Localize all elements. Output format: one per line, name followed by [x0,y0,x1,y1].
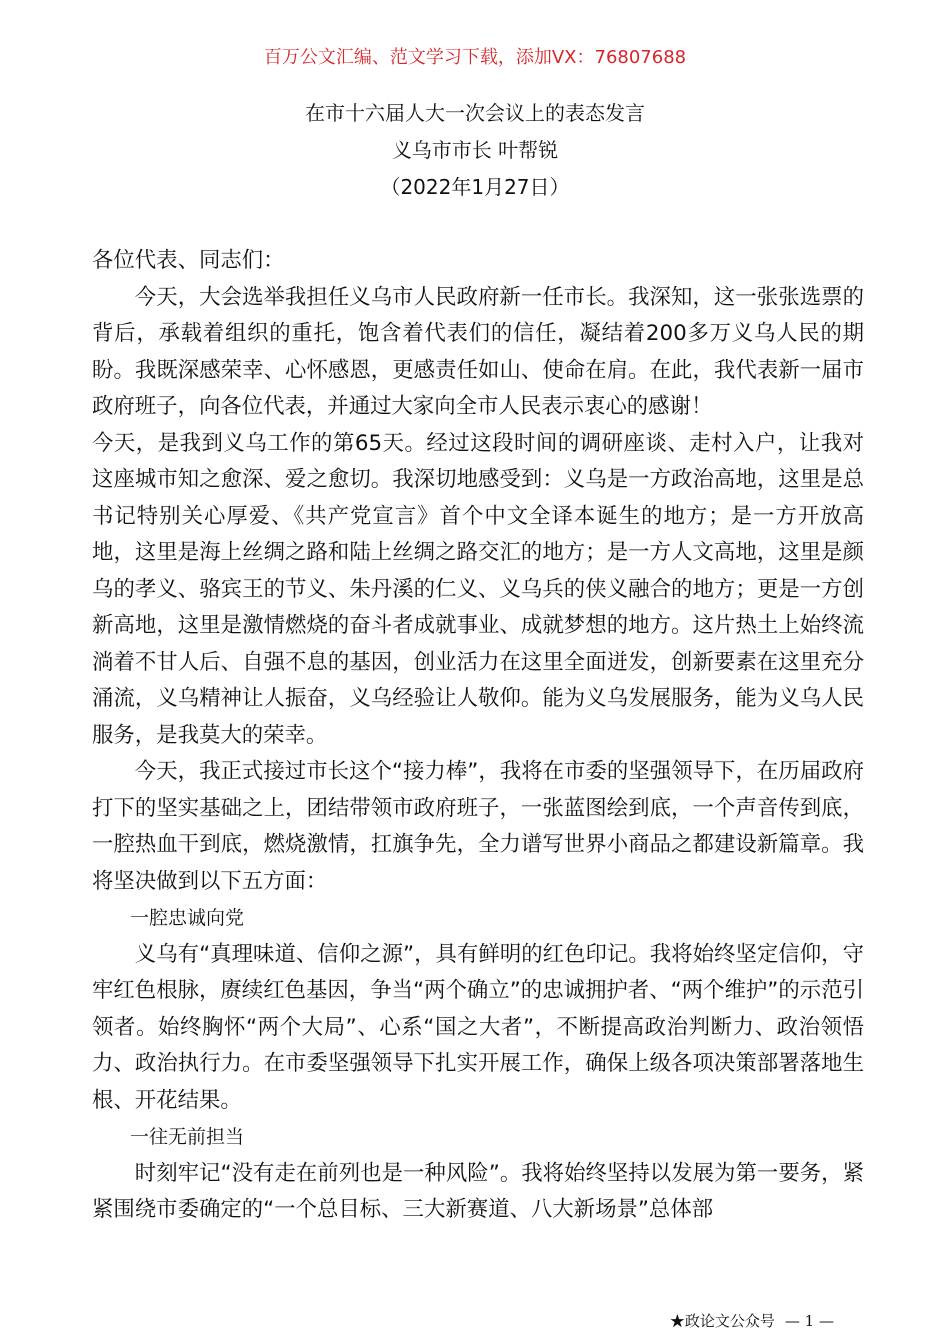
paragraph-3: 今天，我正式接过市长这个“接力棒”，我将在市委的坚强领导下，在历届政府打下的坚实基础之上，团结带领市政府班子，一张蓝图绘到底，一个声音传到底，一腔热血干到底，燃烧激情，扛旗争先，全力谱写世界小商品之都建设新篇章。我将坚决做到以下五方面： [92,759,864,894]
paragraph-5: 时刻牢记“没有走在前列也是一种风险”。我将始终坚持以发展为第一要务，紧紧围绕市委确定的“一个总目标、三大新赛道、八大新场景”总体部 [92,1160,864,1222]
section-heading-2: 一往无前担当 [130,1126,245,1148]
section-heading-1: 一腔忠诚向党 [130,907,245,929]
page-footer [670,1310,834,1332]
paragraph-1: 今天，大会选举我担任义乌市人民政府新一任市长。我深知，这一张张选票的背后，承载着组织的重托，饱含着代表们的信任，凝结着200多万义乌人民的期盼。我既深感荣幸、心怀感恩，更感责任如山、使命在肩。在此，我代表新一届市政府班子，向各位代表，并通过大家向全市人民表示衷心的感谢！ [92,284,864,419]
document-body [92,243,864,1229]
salutation: 各位代表、同志们： [92,248,285,273]
speaker-name: 义乌市市长 叶帮锐 [391,138,559,162]
paragraph-2: 今天，是我到义乌工作的第65天。经过这段时间的调研座谈、走村入户，让我对这座城市知之愈深、爱之愈切。我深切地感受到：义乌是一方政治高地，这里是总书记特别关心厚爱、《共产党宣言》首个中文全译本诞生的地方；是一方开放高地，这里是海上丝绸之路和陆上丝绸之路交汇的地方；是一方人文高地，这里是颜乌的孝义、骆宾王的节义、朱丹溪的仁义、义乌兵的侠义融合的地方；更是一方创新高地，这里是激情燃烧的奋斗者成就事业、成就梦想的地方。这片热土上始终流淌着不甘人后、自强不息的基因，创业活力在这里全面迸发，创新要素在这里充分涌流，义乌精神让人振奋，义乌经验让人敬仰。能为义乌发展服务，能为义乌人民服务，是我莫大的荣幸。 [92,430,864,748]
watermark-banner: 百万公文汇编、范文学习下载，添加VX：76807688 [263,47,687,68]
document-title: 在市十六届人大一次会议上的表态发言 [305,101,645,125]
speech-date: （2022年1月27日） [380,175,570,199]
page-number: — 1 — [784,1312,834,1330]
paragraph-4: 义乌有“真理味道、信仰之源”，具有鲜明的红色印记。我将始终坚定信仰，守牢红色根脉，赓续红色基因，争当“两个确立”的忠诚拥护者、“两个维护”的示范引领者。始终胸怀“两个大局”、心系“国之大者”，不断提高政治判断力、政治领悟力、政治执行力。在市委坚强领导下扎实开展工作，确保上级各项决策部署落地生根、开花结果。 [92,941,864,1113]
footer-source: ★政论文公众号 [669,1312,775,1330]
